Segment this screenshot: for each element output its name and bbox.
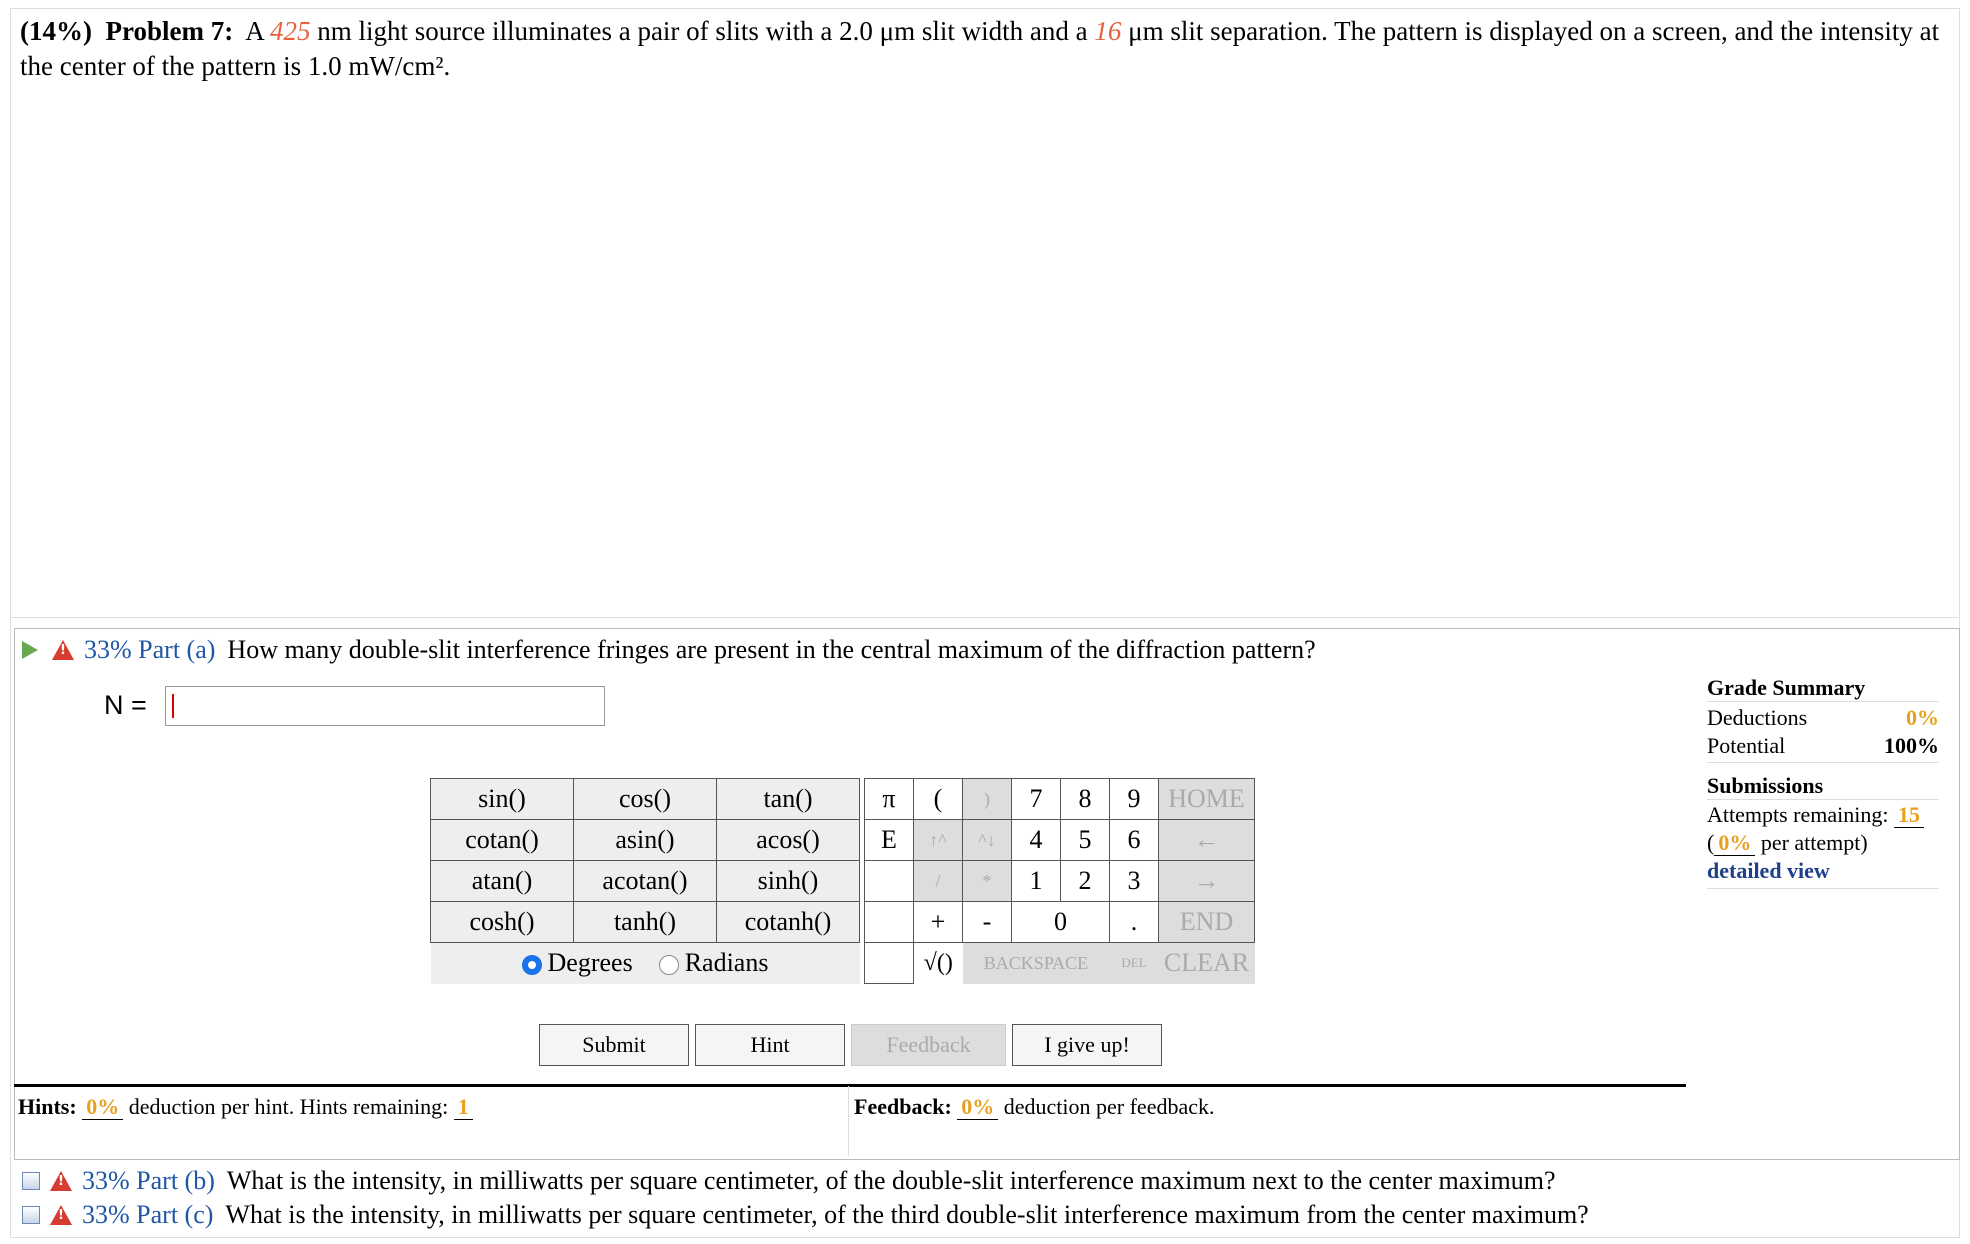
warning-icon [50,1171,72,1191]
six-key[interactable]: 6 [1110,820,1159,861]
warning-icon [50,1205,72,1225]
acotan-button[interactable]: acotan() [574,861,717,902]
sin-button[interactable]: sin() [431,779,574,820]
part-c-label: 33% Part (c) [82,1200,214,1229]
problem-text-a: A [245,16,264,46]
sqrt-key[interactable]: √() [914,943,963,984]
minus-key[interactable]: - [963,902,1012,943]
part-a-header[interactable] [22,635,1316,665]
power-down-key[interactable]: ^↓ [963,820,1012,861]
attempts-label: Attempts remaining: [1707,802,1889,827]
part-c-header[interactable] [22,1200,1589,1230]
separation-value: 16 [1094,16,1122,46]
part-a-label: 33% Part (a) [84,635,216,664]
seven-key[interactable]: 7 [1012,779,1061,820]
five-key[interactable]: 5 [1061,820,1110,861]
multiply-key[interactable]: * [963,861,1012,902]
collapsed-box-icon[interactable] [22,1172,40,1190]
left-arrow-key[interactable]: ← [1159,820,1255,861]
plus-key[interactable]: + [914,902,963,943]
close-paren-key[interactable]: ) [963,779,1012,820]
sinh-button[interactable]: sinh() [717,861,860,902]
answer-input[interactable] [165,686,605,726]
problem-weight: (14%) [20,16,92,46]
detailed-view-link[interactable]: detailed view [1707,858,1830,883]
blank-key [865,943,914,984]
answer-label: N = [104,690,147,720]
warning-icon [52,640,74,660]
divide-key[interactable]: / [914,861,963,902]
hints-label: Hints: [18,1094,77,1119]
attempts-value: 15 [1894,802,1924,828]
degrees-radio[interactable] [522,955,542,975]
open-paren-key[interactable]: ( [914,779,963,820]
angle-mode-group [431,943,860,984]
power-up-key[interactable]: ↑^ [914,820,963,861]
part-b-header[interactable] [22,1166,1556,1196]
feedback-info [854,1094,1215,1120]
acos-button[interactable]: acos() [717,820,860,861]
problem-text-c: μm slit separation. The pattern is displayed on a screen, and the intensity at the center of the pattern is 1.0 mW/cm². [20,16,1940,81]
e-key[interactable]: E [865,820,914,861]
four-key[interactable]: 4 [1012,820,1061,861]
pi-key[interactable]: π [865,779,914,820]
potential-label: Potential [1707,733,1786,758]
home-key[interactable]: HOME [1159,779,1255,820]
cos-button[interactable]: cos() [574,779,717,820]
per-attempt-text: per attempt) [1760,830,1868,855]
give-up-button[interactable]: I give up! [1012,1024,1162,1066]
eight-key[interactable]: 8 [1061,779,1110,820]
deductions-value: 0% [1906,705,1939,730]
two-key[interactable]: 2 [1061,861,1110,902]
hint-button[interactable]: Hint [695,1024,845,1066]
right-arrow-key[interactable]: → [1159,861,1255,902]
clear-key[interactable]: CLEAR [1159,943,1255,984]
hints-pct: 0% [82,1094,123,1120]
zero-key[interactable]: 0 [1012,902,1110,943]
radians-radio[interactable] [659,955,679,975]
part-c-question: What is the intensity, in milliwatts per square centimeter, of the third double-slit interference maximum from the center maximum? [225,1200,1589,1229]
wavelength-value: 425 [270,16,311,46]
degrees-label: Degrees [547,948,633,978]
feedback-pct: 0% [957,1094,998,1120]
radians-label: Radians [684,948,769,978]
collapsed-box-icon[interactable] [22,1206,40,1224]
hints-info [18,1094,473,1120]
feedback-button[interactable]: Feedback [851,1024,1006,1066]
atan-button[interactable]: atan() [431,861,574,902]
play-triangle-icon[interactable] [22,641,38,659]
divider [10,617,1958,618]
tan-button[interactable]: tan() [717,779,860,820]
decimal-key[interactable]: . [1110,902,1159,943]
part-b-label: 33% Part (b) [82,1166,215,1195]
problem-statement [20,14,1950,84]
submit-button[interactable]: Submit [539,1024,689,1066]
asin-button[interactable]: asin() [574,820,717,861]
tanh-button[interactable]: tanh() [574,902,717,943]
calculator-keypad [430,778,1255,984]
cotan-button[interactable]: cotan() [431,820,574,861]
hints-remaining: 1 [454,1094,473,1120]
del-key[interactable]: DEL [1110,943,1159,984]
divider [848,1086,849,1156]
grade-summary-title: Grade Summary [1707,675,1866,700]
part-a-question: How many double-slit interference fringes are present in the central maximum of the diffraction pattern? [227,635,1316,664]
cotanh-button[interactable]: cotanh() [717,902,860,943]
one-key[interactable]: 1 [1012,861,1061,902]
potential-value: 100% [1884,733,1939,758]
nine-key[interactable]: 9 [1110,779,1159,820]
problem-label: Problem 7: [105,16,234,46]
text-caret [172,694,174,718]
problem-text-b: nm light source illuminates a pair of slits with a 2.0 μm slit width and a [317,16,1088,46]
deductions-label: Deductions [1707,705,1808,730]
part-b-question: What is the intensity, in milliwatts per square centimeter, of the double-slit interference maximum next to the center maximum? [226,1166,1556,1195]
grade-summary: Grade Summary Deductions 0% Potential 100% Submissions Attempts remaining: 15 ( 0% per attempt) detailed view [1707,675,1939,899]
feedback-text: deduction per feedback. [1003,1094,1215,1119]
cosh-button[interactable]: cosh() [431,902,574,943]
hints-text: deduction per hint. Hints remaining: [128,1094,449,1119]
three-key[interactable]: 3 [1110,861,1159,902]
backspace-key[interactable]: BACKSPACE [963,943,1110,984]
blank-key [865,902,914,943]
per-attempt-value: 0% [1714,830,1755,856]
blank-key [865,861,914,902]
end-key[interactable]: END [1159,902,1255,943]
submissions-title: Submissions [1707,773,1824,798]
feedback-label: Feedback: [854,1094,952,1119]
